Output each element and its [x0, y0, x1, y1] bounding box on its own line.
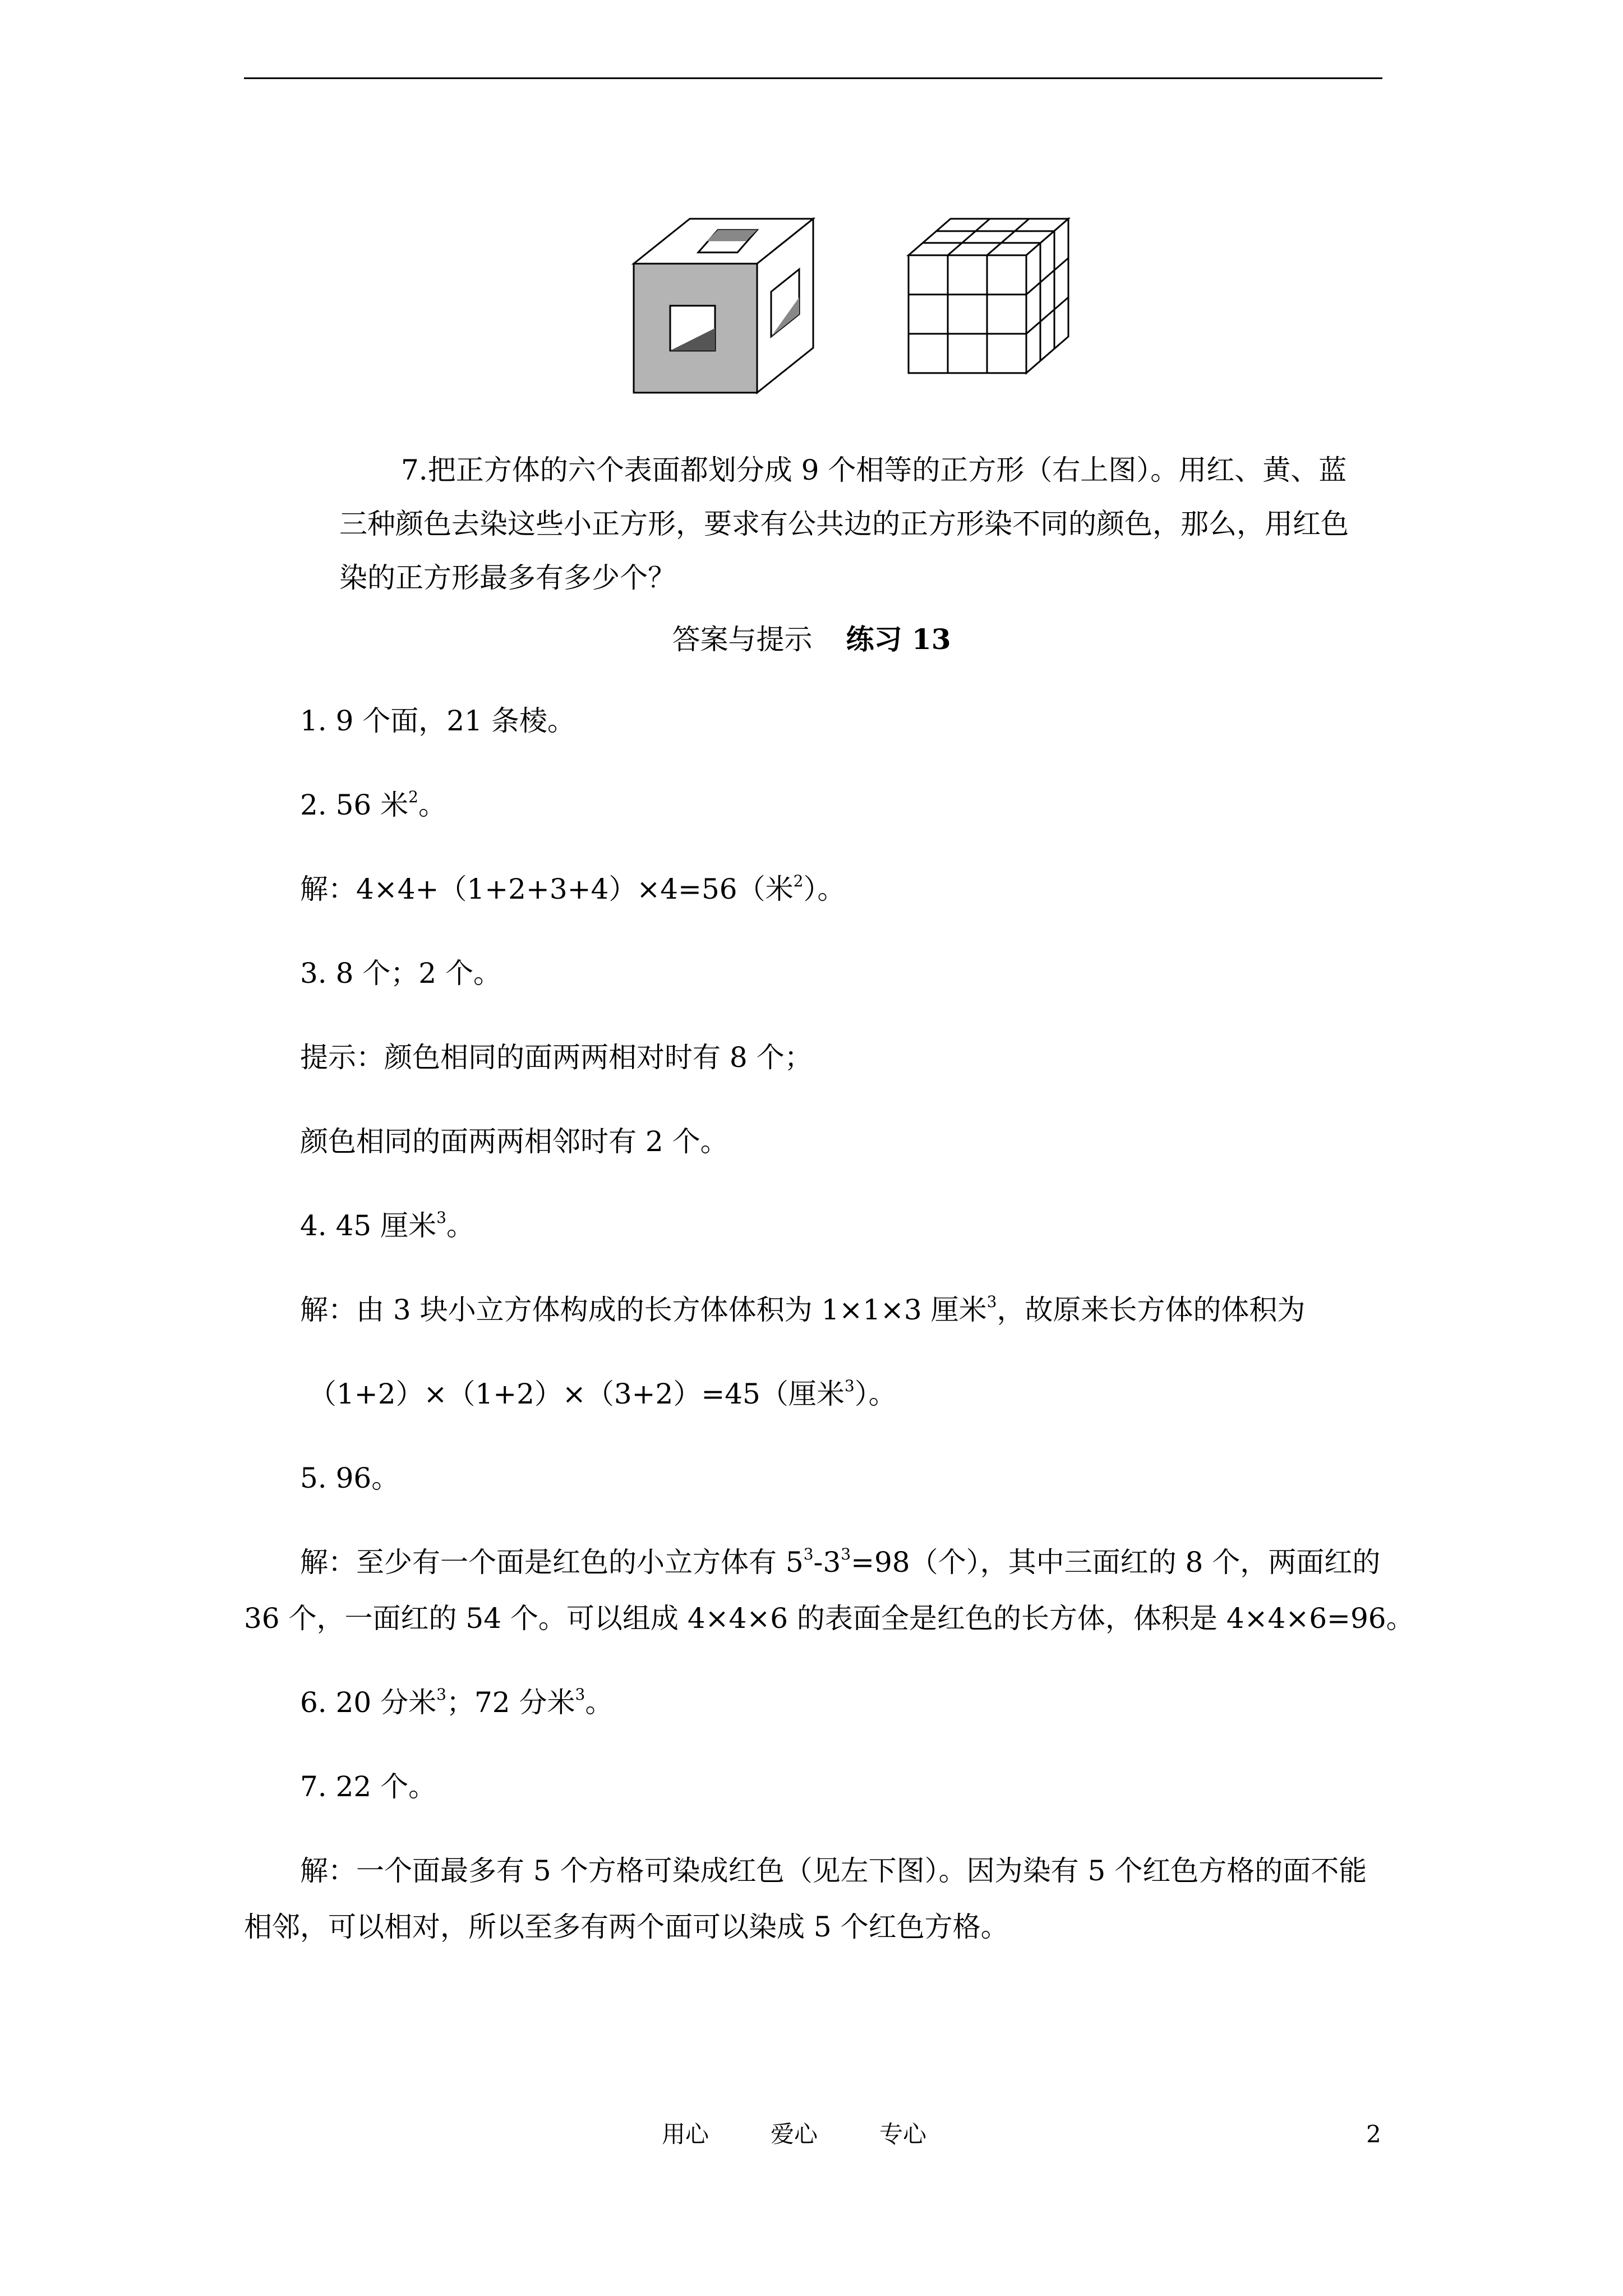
answer-5-solution-2: 36 个，一面红的 54 个。可以组成 4×4×6 的表面全是红色的长方体，体积是 4×4×6=96。	[244, 1602, 1414, 1635]
answer-2: 2. 56 米$^2$。	[300, 788, 446, 821]
question-7-line-1: 7.把正方体的六个表面都划分成 9 个相等的正方形（右上图）。用红、黄、蓝	[401, 454, 1347, 486]
footer-word-3: 专心	[879, 2120, 927, 2148]
answer-6: 6. 20 分米$^3$；72 分米$^3$。	[300, 1685, 614, 1719]
answers-heading	[0, 611, 1623, 668]
question-7-line-2: 三种颜色去染这些小正方形，要求有公共边的正方形染不同的颜色，那么，用红色	[339, 508, 1349, 540]
answer-4: 4. 45 厘米$^3$。	[300, 1208, 474, 1242]
answer-7: 7. 22 个。	[300, 1770, 437, 1803]
answer-4-solution-1: 解：由 3 块小立方体构成的长方体体积为 1×1×3 厘米$^3$，故原来长方体的体积为	[300, 1292, 1306, 1326]
answer-7-solution-1: 解：一个面最多有 5 个方格可染成红色（见左下图）。因为染有 5 个红色方格的面不能	[300, 1855, 1367, 1887]
answers-heading-text: 答案与提示	[672, 623, 813, 656]
header-rule	[244, 77, 1382, 79]
page-number: 2	[1366, 2120, 1381, 2148]
answer-7-solution-2: 相邻，可以相对，所以至多有两个面可以染成 5 个红色方格。	[244, 1911, 1009, 1943]
footer-motto	[662, 2112, 988, 2157]
answer-2-solution: 解：4×4+（1+2+3+4）×4=56（米$^2$）。	[300, 872, 846, 905]
footer-word-2: 爱心	[771, 2120, 818, 2148]
exercise-label: 练习 13	[846, 623, 951, 656]
answer-5: 5. 96。	[300, 1462, 400, 1494]
question-7-line-3: 染的正方形最多有多少个？	[339, 562, 676, 594]
answer-3-hint-2: 颜色相同的面两两相邻时有 2 个。	[300, 1125, 728, 1158]
footer-word-1: 用心	[662, 2120, 709, 2148]
grid-cube-figure	[897, 213, 1122, 404]
answer-4-solution-2: （1+2）×（1+2）×（3+2）=45（厘米$^3$）。	[308, 1377, 897, 1410]
answer-1: 1. 9 个面，21 条棱。	[300, 705, 575, 737]
question-7	[244, 443, 1382, 605]
hollow-cube-figure	[623, 213, 858, 404]
answer-3-hint-1: 提示：颜色相同的面两两相对时有 8 个；	[300, 1041, 813, 1074]
answer-5-solution-1: 解：至少有一个面是红色的小立方体有 $5^3-3^3=98$（个），其中三面红的 8 个，两面红的	[300, 1545, 1381, 1579]
answer-3: 3. 8 个；2 个。	[300, 957, 502, 990]
figures	[623, 213, 1127, 404]
